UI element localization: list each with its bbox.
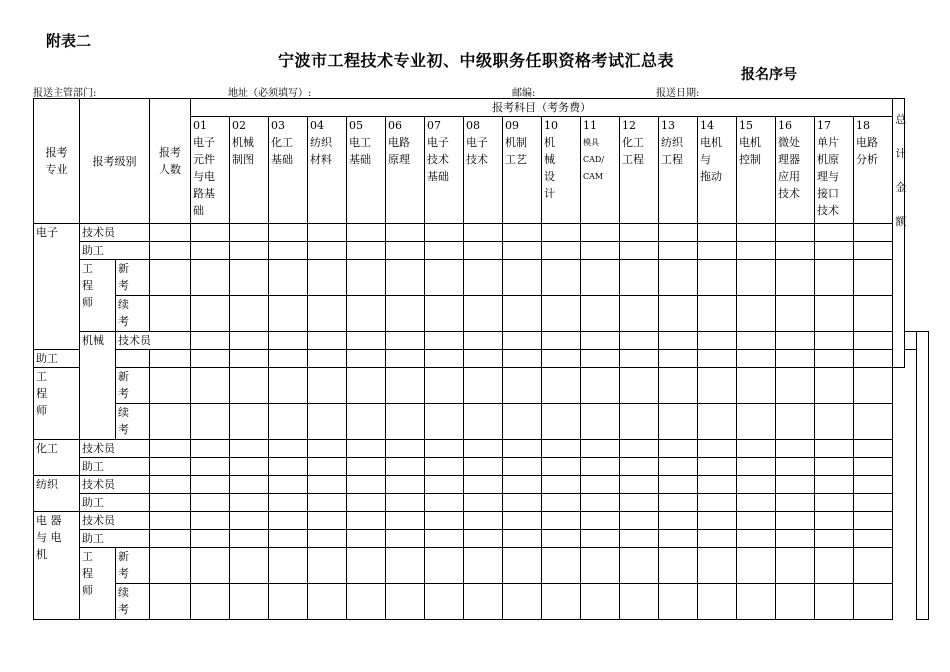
level-assistant: 助工 — [80, 530, 150, 548]
level-technician: 技术员 — [80, 476, 150, 494]
subject-header: 10 机 械 设 计 — [542, 117, 581, 224]
table-row — [34, 458, 929, 476]
level-technician: 技术员 — [80, 224, 150, 242]
table-row — [34, 368, 929, 404]
table-row — [34, 260, 929, 296]
major-electric-motor: 电 器 与 电 机 — [34, 512, 80, 620]
subject-header: 04 纺织 材料 — [308, 117, 347, 224]
header-major: 报考 专业 — [34, 99, 80, 224]
subject-header: 01 电子 元件 与电 路基 础 — [191, 117, 230, 224]
table-row — [34, 548, 929, 584]
subject-header: 18 电路 分析 — [854, 117, 893, 224]
level-new-exam: 新 考 — [116, 368, 150, 404]
table-row — [34, 296, 929, 332]
level-assistant: 助工 — [80, 242, 150, 260]
level-new-exam: 新 考 — [116, 548, 150, 584]
table-row — [34, 512, 929, 530]
header-total-amount: 总 计 金 额 — [893, 99, 905, 368]
header-level: 报考级别 — [80, 99, 150, 224]
subject-header: 17 单片 机原 理与 接口 技术 — [815, 117, 854, 224]
date-label: 报送日期: — [656, 88, 700, 99]
level-engineer: 工 程 师 — [80, 260, 116, 332]
subject-header: 11 模具 CAD/ CAM — [581, 117, 620, 224]
table-row — [34, 350, 929, 368]
subject-header: 09 机制 工艺 — [503, 117, 542, 224]
subject-header: 02 机械 制图 — [230, 117, 269, 224]
major-mechanical: 机械 — [80, 332, 116, 440]
level-continue-exam: 续 考 — [116, 584, 150, 620]
major-electronics: 电子 — [34, 224, 80, 350]
subject-header: 07 电子 技术 基础 — [425, 117, 464, 224]
table-row — [34, 494, 929, 512]
table-row — [34, 440, 929, 458]
subject-header: 06 电路 原理 — [386, 117, 425, 224]
level-technician: 技术员 — [80, 440, 150, 458]
table-row — [34, 404, 929, 440]
dept-label: 报送主管部门: — [33, 88, 97, 99]
header-count: 报考 人数 — [150, 99, 191, 224]
subject-header: 05 电工 基础 — [347, 117, 386, 224]
table-row — [34, 332, 929, 350]
major-textile: 纺织 — [34, 476, 80, 512]
level-engineer: 工 程 师 — [80, 548, 116, 620]
level-engineer: 工 程 师 — [34, 368, 80, 440]
subject-header: 03 化工 基础 — [269, 117, 308, 224]
table-row — [34, 530, 929, 548]
serial-number-label: 报名序号 — [741, 67, 797, 83]
subject-header: 14 电机 与 拖动 — [698, 117, 737, 224]
table-row — [34, 584, 929, 620]
postcode-label: 邮编: — [512, 88, 536, 99]
level-assistant: 助工 — [34, 350, 116, 368]
level-assistant: 助工 — [80, 458, 150, 476]
table-row — [34, 224, 929, 242]
appendix-label: 附表二 — [46, 32, 92, 50]
level-assistant: 助工 — [80, 494, 150, 512]
table-row — [34, 476, 929, 494]
level-continue-exam: 续 考 — [116, 404, 150, 440]
subject-header: 08 电子 技术 — [464, 117, 503, 224]
summary-table — [33, 98, 929, 620]
level-new-exam: 新 考 — [116, 260, 150, 296]
address-label: 地址（必须填写）: — [228, 88, 312, 99]
level-technician: 技术员 — [116, 332, 191, 350]
major-chemical: 化工 — [34, 440, 80, 476]
level-continue-exam: 续 考 — [116, 296, 150, 332]
subject-header: 13 纺织 工程 — [659, 117, 698, 224]
table-row — [34, 242, 929, 260]
header-subjects-group: 报考科目（考务费） — [191, 99, 893, 117]
subject-header: 12 化工 工程 — [620, 117, 659, 224]
total-amount-cell — [917, 332, 929, 620]
subject-header: 16 微处 理器 应用 技术 — [776, 117, 815, 224]
level-technician: 技术员 — [80, 512, 150, 530]
subject-header: 15 电机 控制 — [737, 117, 776, 224]
page-title: 宁波市工程技术专业初、中级职务任职资格考试汇总表 — [278, 51, 675, 70]
